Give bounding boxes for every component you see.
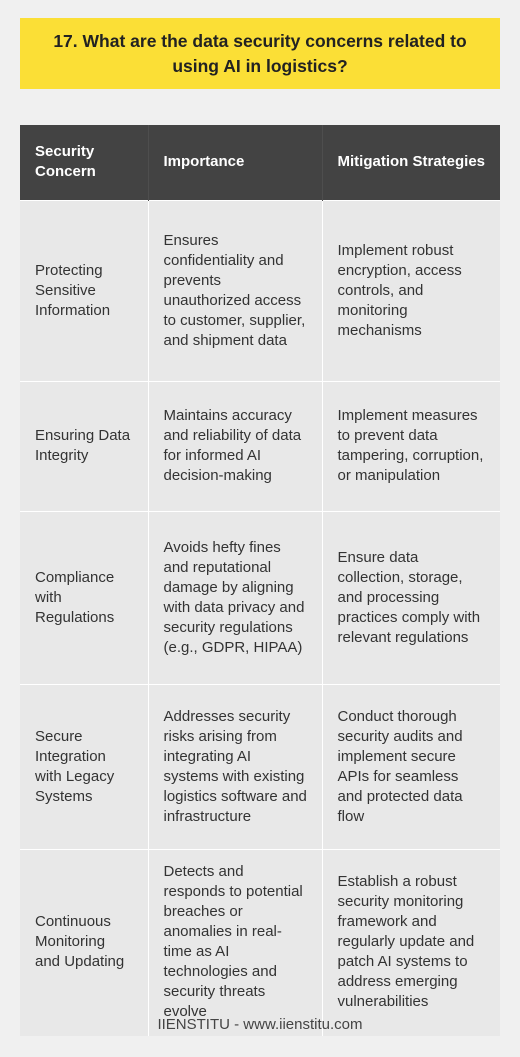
importance-cell: Ensures confidentiality and prevents unauthorized access to customer, supplier, and shipment data [148,201,322,382]
table-row [20,685,500,850]
header-importance: Importance [148,125,322,201]
footer-credit: IIENSTITU - www.iienstitu.com [157,1016,363,1033]
title-banner [20,18,500,89]
mitigation-cell: Implement measures to prevent data tampering, corruption, or manipulation [322,382,500,512]
importance-cell: Avoids hefty fines and reputational damage by aligning with data privacy and security regulations (e.g., GDPR, HIPAA) [148,512,322,685]
importance-cell: Maintains accuracy and reliability of data for informed AI decision-making [148,382,322,512]
mitigation-cell: Conduct thorough security audits and implement secure APIs for seamless and protected data flow [322,685,500,850]
concern-cell: Secure Integration with Legacy Systems [20,685,148,850]
concern-cell: Compliance with Regulations [20,512,148,685]
importance-cell: Detects and responds to potential breaches or anomalies in real-time as AI technologies and security threats evolve [148,850,322,1036]
header-security-concern: Security Concern [20,125,148,201]
table-header-row [20,125,500,201]
importance-cell: Addresses security risks arising from integrating AI systems with existing logistics software and infrastructure [148,685,322,850]
table-row [20,201,500,382]
mitigation-cell: Implement robust encryption, access controls, and monitoring mechanisms [322,201,500,382]
table-row [20,382,500,512]
header-mitigation-strategies: Mitigation Strategies [322,125,500,201]
concern-cell: Protecting Sensitive Information [20,201,148,382]
security-concerns-table [20,125,500,1036]
mitigation-cell: Establish a robust security monitoring framework and regularly update and patch AI systems to address emerging vulnerabilities [322,850,500,1036]
page-title: 17. What are the data security concerns related to using AI in logistics? [53,30,467,76]
table-row [20,850,500,1036]
mitigation-cell: Ensure data collection, storage, and processing practices comply with relevant regulations [322,512,500,685]
table-row [20,512,500,685]
concern-cell: Ensuring Data Integrity [20,382,148,512]
concern-cell: Continuous Monitoring and Updating [20,850,148,1036]
